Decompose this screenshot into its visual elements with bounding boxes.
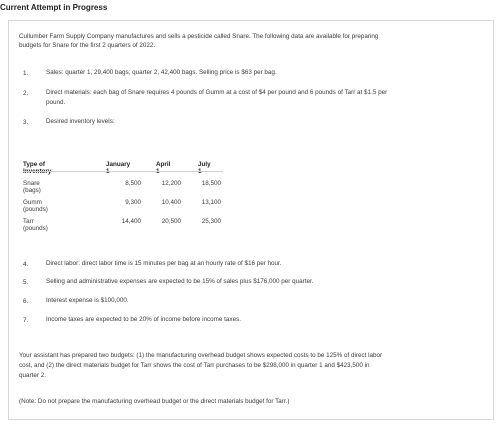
item-number: 6.: [23, 298, 29, 305]
item-number: 2.: [23, 90, 29, 97]
assistant-line-3: quarter 2.: [19, 372, 46, 379]
item-number: 1.: [23, 70, 29, 77]
item-text: Selling and administrative expenses are expected to be 15% of sales plus $176,000 per quarter.: [46, 278, 314, 285]
item-number: 4.: [23, 261, 29, 268]
table-cell: 10,400: [161, 199, 181, 206]
intro-line-1: Cullumber Farm Supply Company manufactures and sells a pesticide called Snare. The following data are available for preparing: [19, 33, 379, 40]
table-cell: 13,100: [201, 199, 221, 206]
table-header: April: [156, 161, 171, 168]
item-number: 7.: [23, 317, 29, 324]
table-cell: Snare (bags): [23, 180, 41, 194]
table-cell: 8,500: [125, 180, 141, 187]
item-number: 5.: [23, 279, 29, 286]
item-text: Desired inventory levels:: [46, 118, 115, 125]
table-cell: 18,500: [201, 180, 221, 187]
table-cell: 14,400: [121, 218, 141, 225]
table-cell: 9,300: [125, 199, 141, 206]
item-text: Sales: quarter 1, 29,400 bags; quarter 2, 42,400 bags. Selling price is $63 per bag.: [46, 69, 277, 76]
table-header: January: [106, 161, 131, 168]
table-cell: 20,500: [161, 218, 181, 225]
item-text: Income taxes are expected to be 20% of income before income taxes.: [46, 316, 241, 323]
item-text: Direct labor: direct labor time is 15 minutes per bag at an hourly rate of $16 per hour.: [46, 260, 282, 267]
item-text: Direct materials: each bag of Snare requires 4 pounds of Gumm at a cost of $4 per pound and 6 pounds of Tarr at $1.5 per: [46, 89, 388, 96]
page-heading: Current Attempt in Progress: [0, 3, 108, 12]
table-cell: 12,200: [161, 180, 181, 187]
item-text: pound.: [46, 99, 66, 106]
problem-card: [8, 20, 494, 420]
item-text: Interest expense is $100,000.: [46, 297, 129, 304]
table-cell: Tarr (pounds): [23, 218, 48, 232]
table-cell: 25,300: [201, 218, 221, 225]
table-header: Type of: [23, 161, 45, 168]
table-header: July: [198, 161, 211, 168]
assistant-line-2: cost, and (2) the direct materials budget for Tarr shows the cost of Tarr purchases to be $298,000 in quarter 1 and $423,500 in: [19, 362, 370, 369]
intro-line-2: budgets for Snare for the first 2 quarters of 2022.: [19, 42, 156, 49]
note-text: (Note: Do not prepare the manufacturing overhead budget or the direct materials budget for Tarr.): [19, 398, 290, 405]
assistant-line-1: Your assistant has prepared two budgets: (1) the manufacturing overhead budget shows expected costs to be 125% of direct labor: [19, 352, 383, 359]
table-cell: Gumm (pounds): [23, 199, 48, 213]
table-header-rule: [23, 171, 223, 172]
item-number: 3.: [23, 119, 29, 126]
